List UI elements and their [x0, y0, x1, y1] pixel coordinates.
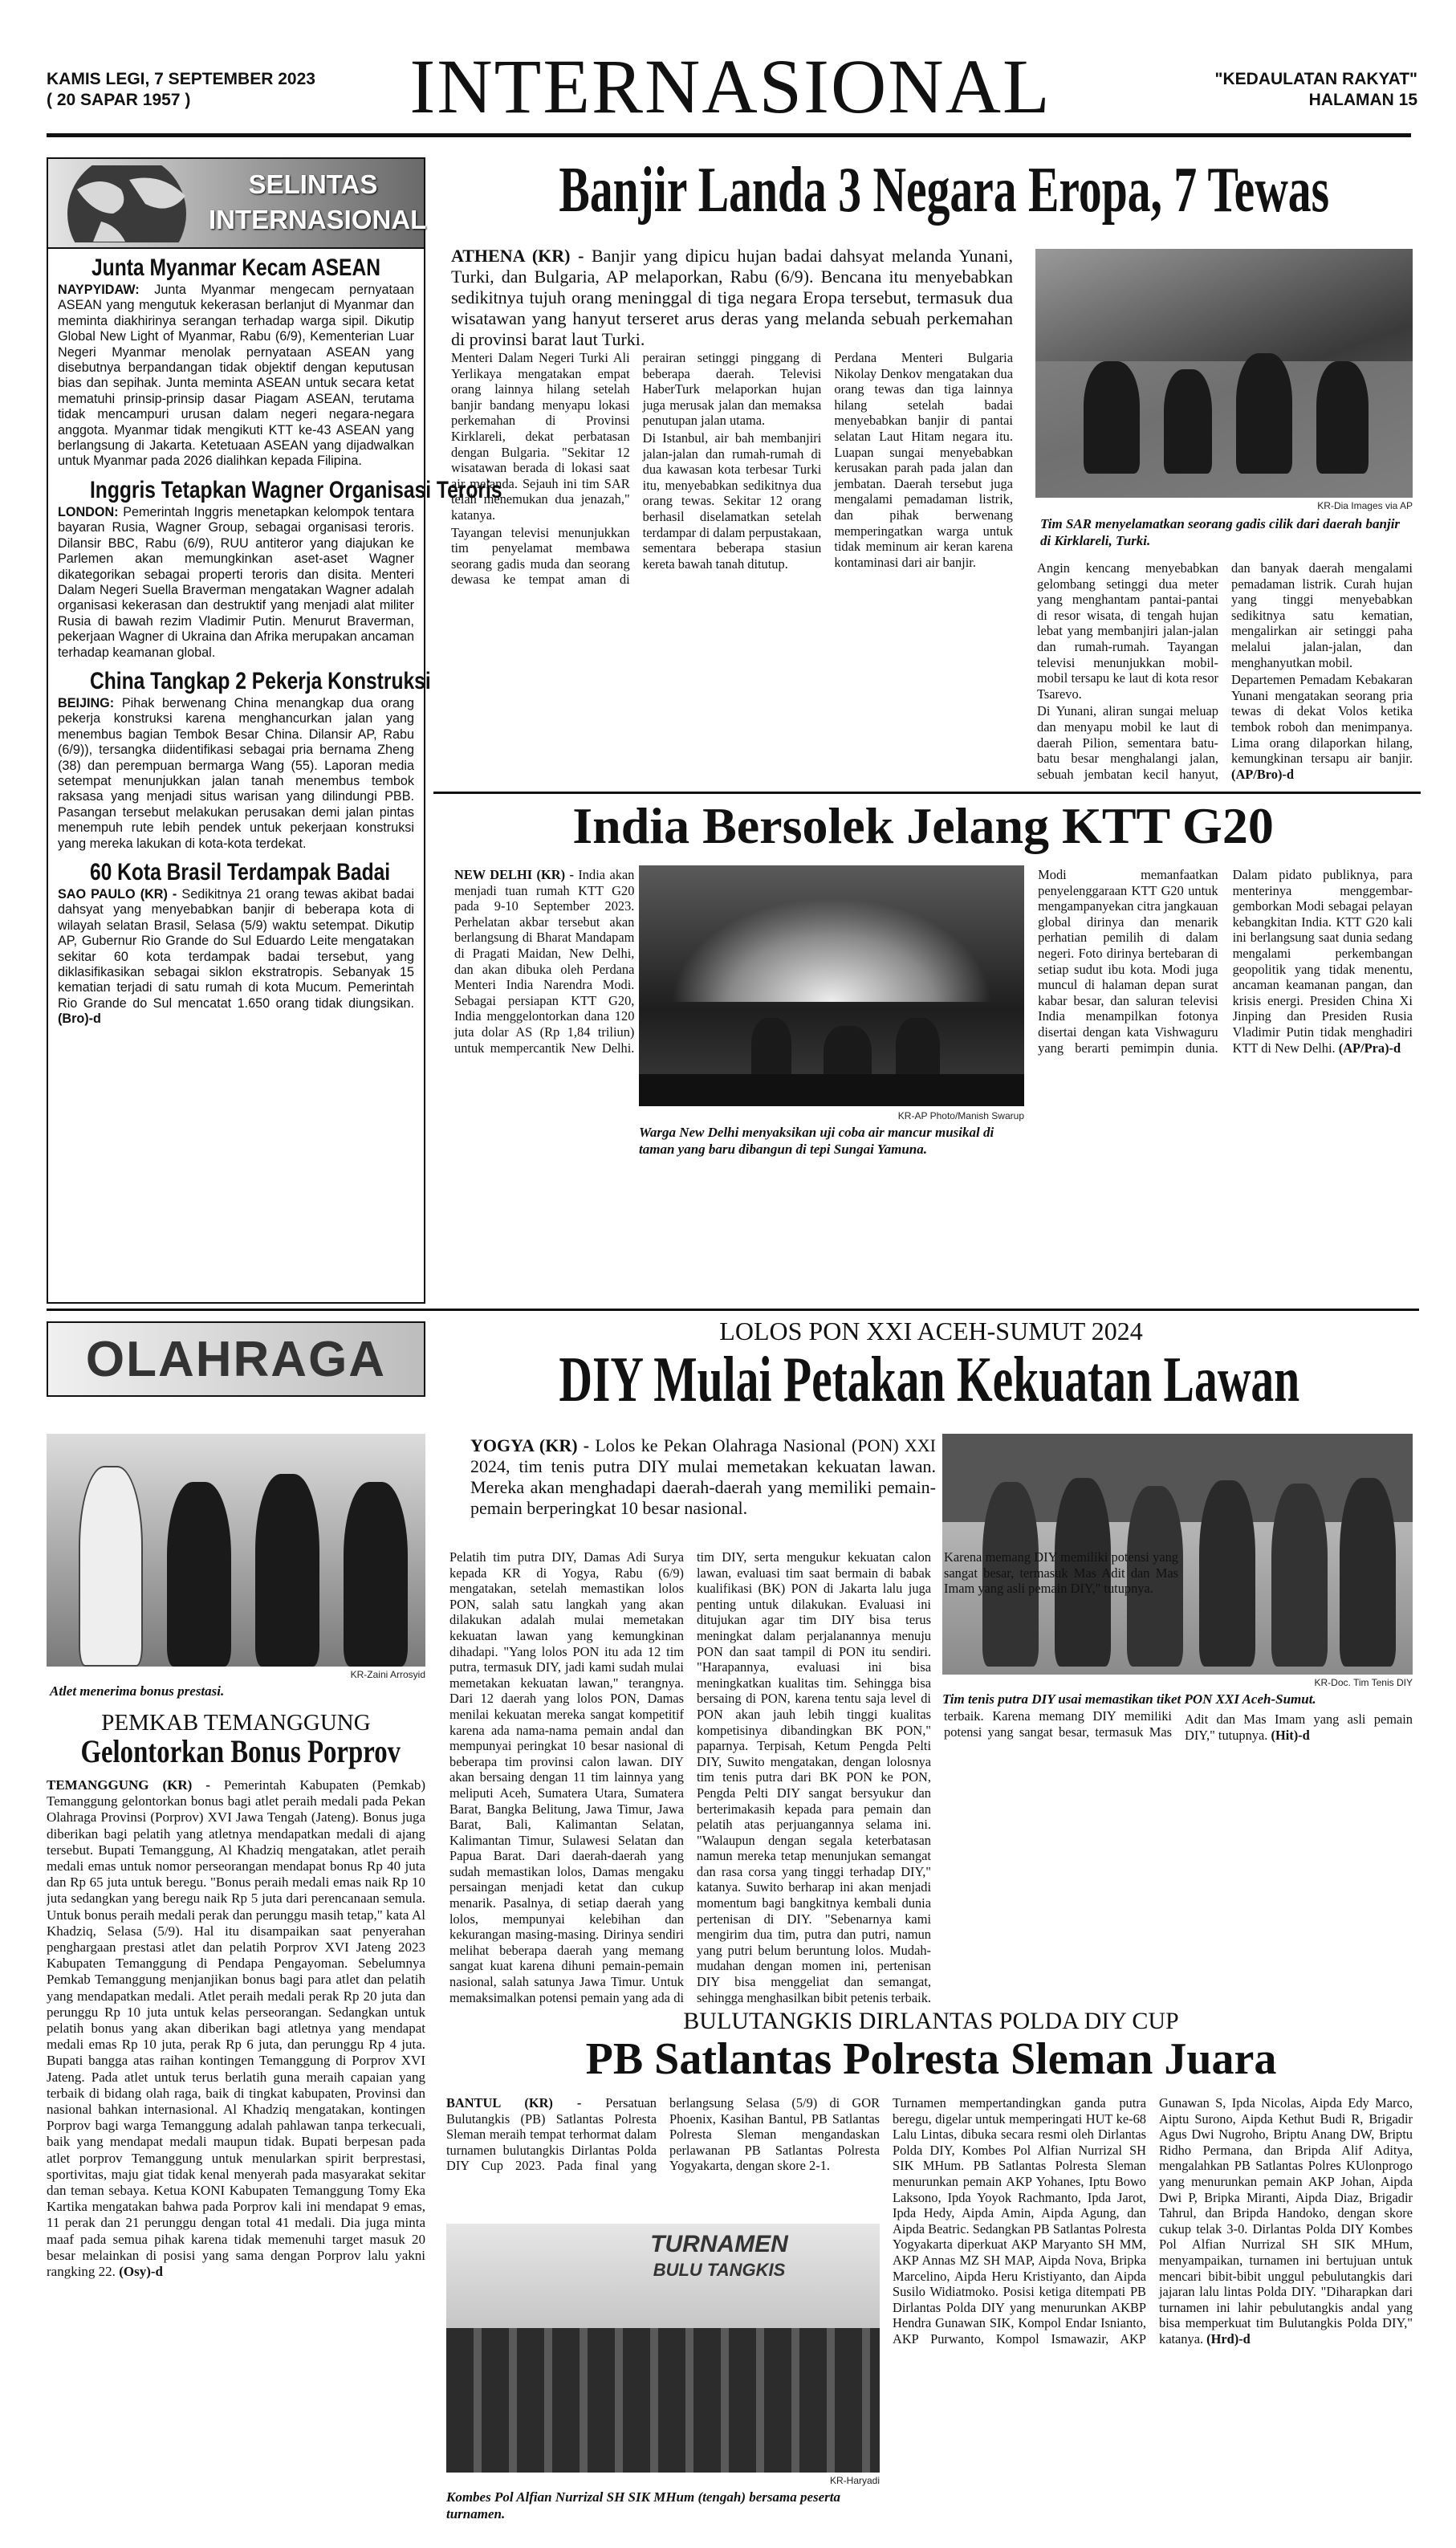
satlantas-body-b	[893, 2095, 1413, 2529]
paragraph: Di Yunani, aliran sungai meluap dan menyapu mobil ke laut di daerah Pilion, sementara batu-batu besar menghalangi jalan, sebuah jembatan kecil hanyut, dan banyak daerah mengalami pemadaman listrik. Curah hujan yang tinggi menyebabkan sedikitnya satu kematian, mengalirkan air setinggi paha melalui jalan-jalan, dan menghanyutkan mobil.	[1037, 560, 1413, 782]
paragraph-text: Persatuan Bulutangkis (PB) Satlantas Polresta Sleman meraih tempat terhormat dalam turnamen bulutangkis Dirlantas Polda DIY Cup 2023. Pada final yang berlangsung Selasa (5/9) di GOR Phoenix, Kasihan Bantul, PB Satlantas Polresta Sleman mengandaskan perlawanan PB Satlantas Polresta Yogyakarta, dengan skore 2-1.	[446, 2095, 880, 2174]
banner-line2: BULU TANGKIS	[653, 2260, 786, 2280]
item-dateline: SAO PAULO (KR) -	[58, 887, 177, 902]
india-photo-block	[639, 865, 1024, 1292]
item-title: Junta Myanmar Kecam ASEAN	[91, 254, 381, 281]
porprov-headline: Gelontorkan Bonus Porprov	[80, 1733, 401, 1769]
badge-line1: SELINTAS	[248, 169, 378, 199]
paragraph	[893, 2095, 1413, 2348]
porprov-dateline: TEMANGGUNG (KR) -	[47, 1777, 210, 1793]
item-dateline: LONDON:	[58, 504, 119, 519]
item-text: Junta Myanmar mengecam pernyataan ASEAN yang mengutuk kekerasan berlanjut di Myanmar dan meminta diakhirinya serangan terhadap warga sipil. Dikutip Global New Light of Myanmar, Rabu (6/9), Kementerian Luar Negeri Myanmar menolak pernyataan ASEAN yang disebutnya berpandangan tidak objektif dengan keputusan bias dan sepihak. Junta meminta ASEAN untuk secara ketat mematuhi prinsip-prinsip dasar Piagam ASEAN, terutama tidak mencampuri urusan dalam negeri negara-negara anggota. Myanmar tidak mengikuti KTT ke-43 ASEAN yang berlangsung di Jakarta. Ketetuaan ASEAN yang dijadwalkan untuk Myanmar pada 2026 dialihkan kepada Filipina.	[58, 283, 415, 469]
india-headline: India Bersolek Jelang KTT G20	[572, 797, 1274, 854]
paragraph	[944, 1712, 1413, 1743]
hijri-date: ( 20 SAPAR 1957 )	[47, 91, 191, 109]
selintas-badge	[209, 167, 427, 238]
item-text: Pemerintah Inggris menetapkan kelompok tentara bayaran Rusia, Wagner Group, sebagai organisasi teroris. Dilansir BBC, Rabu (6/9), RUU antiteror yang diajukan ke Parlemen akan memungkinkan aset-aset Wagner dikategorikan sebagai properti teroris dan disita. Menteri Dalam Negeri Suella Braverman mengatakan Wagner adalah organisasi kekerasan dan destruktif yang menjadi alat militer Rusia di bawah rezim Vladimir Putin. Menurut Braverman, pekerjaan Wagner di Ukraina dan Afrika merupakan ancaman terhadap keamanan global.	[58, 504, 415, 660]
paragraph-text: India akan menjadi tuan rumah KTT G20 pada 9-10 September 2023. Perhelatan akbar tersebut akan berlangsung di Bharat Mandapam di Pragati Maidan, New Delhi, dan akan dibuka oleh Perdana Menteri India Narendra Modi. Sebagai persiapan KTT G20, India menggelontorkan dana 120 juta dolar AS (Rp 1,84 triliun) untuk mempercantik New Delhi. Modi memanfaatkan penyelenggaraan KTT G20 untuk mengampanyekan citra jangkauan global dirinya dan menarik perhatian pemilih di dalam negeri. Foto dirinya bertebaran di setiap sudut ibu kota. Modi juga muncul di halaman depan surat kabar besar, dan saluran televisi India menampilkan fotonya disertai dengan kata Vishwaguru yang berarti pemimpin dunia. Dalam pidato publiknya, para menterinya menggembar-gemborkan Modi sebagai pelayan kebangkitan India. KTT G20 kali ini berlangsung saat dunia sedang mengalami perkembangan geopolitik yang tidak menentu, ancaman keamanan pangan, dan krisis energi. Presiden China Xi Jinping dan Presiden Rusia Vladimir Putin tidak menghadiri KTT di New Delhi.	[454, 867, 1413, 1056]
item-title: 60 Kota Brasil Terdampak Badai	[89, 859, 391, 885]
porprov-sign: (Osy)-d	[119, 2264, 163, 2280]
section-rule	[47, 1309, 1419, 1311]
diy-lead	[470, 1435, 936, 1519]
item-body	[58, 283, 414, 470]
banjir-lead	[451, 246, 1013, 350]
item-text: Sedikitnya 21 orang tewas akibat badai dahsyat yang menyebabkan banjir di beberapa kota di wilayah selatan Brasil, Selasa (5/9) waktu setempat. Dikutip AP, Gubernur Rio Grande do Sul Eduardo Leite mengatakan sekitar 60 kota terdampak badai tersebut, yang diklasifikasikan sebagai siklon ekstratropis. Sebanyak 15 kematian terjadi di satu rumah di kota Mucum. Pemerintah Rio Grande do Sul mencatat 1.650 orang tidak diungsikan.	[58, 887, 415, 1011]
banjir-dateline: ATHENA (KR) -	[451, 246, 584, 266]
paragraph: Perdana Menteri Bulgaria Nikolay Denkov mengatakan dua orang tewas dan tiga lainnya hilang setelah badai menyebabkan banjir di pantai selatan Laut Hitam negara itu. Luapan sungai menyebabkan kerusakan parah pada jalan dan jembatan. Daerah tersebut juga mengalami pemadaman listrik, dan pihak berwenang memperingatkan warga untuk tidak meminum air keran karena kontaminasi dari air banjir.	[834, 350, 1013, 570]
selintas-banner	[48, 159, 427, 249]
porprov-photo	[47, 1434, 425, 1667]
porprov-body	[47, 1777, 425, 2524]
porprov-kicker: PEMKAB TEMANGGUNG	[101, 1710, 371, 1736]
paragraph: Tayangan televisi menunjukkan tim penyelamat membawa seorang gadis muda dan seorang dewasa ke tempat aman di perairan setinggi pinggang di beberapa daerah. Televisi HaberTurk melaporkan hujan juga merusak jalan dan memaksa penutupan jalan utama.	[451, 350, 822, 588]
paragraph-text: Pelatih tim putra DIY, Damas Adi Surya kepada KR di Yogya, Rabu (6/9) mengatakan, setelah memastikan lolos PON, salah satu langkah yang akan dilakukan adalah mulai memetakan kekuatan lawan yang kemungkinan dihadapi. "Yang lolos PON itu ada 12 tim putra, termasuk DIY, jadi kami sudah mulai memetakan kekuatan lawan," terangnya. Dari 12 daerah yang lolos PON, Damas menilai kekuatan mereka sangat kompetitif karena ada nama-nama pemain andal dan mempunyai peringkat 10 besar nasional di beberapa tim provinsi calon lawan. DIY akan bersaing dengan 11 tim lainnya yang meliputi Aceh, Sumatera Utara, Sumatera Barat, Bangka Belitung, Jawa Timur, Jawa Barat, Bali, Kalimantan Selatan, Kalimantan Timur, Sulawesi Selatan dan Papua Barat. Dari daerah-daerah yang sudah memastikan lolos, Damas mengaku persaingan menjadi ketat dan cukup menarik. Pasalnya, di setiap daerah yang lolos, mempunyai kelebihan dan kekurangan masing-masing. Dirinya sendiri melihat beberapa daerah yang memang sangat kuat karena dihuni pemain-pemain nasional, salah satunya Jawa Timur. Untuk memaksimalkan potensi pemain yang ada di tim DIY, serta mengukur kekuatan calon lawan, evaluasi tim saat bermain di babak kualifikasi (BK) PON di Jakarta lalu juga penting untuk dilakukan. Evaluasi ini ditujukan agar tim DIY bisa terus meningkat dalam perjalanannya menuju PON dan saat tampil di PON itu sendiri. "Harapannya, evaluasi ini bisa meningkatkan kualitas tim. Sehingga bisa bersaing di PON, karena tentu saja level di PON akan jauh lebih tinggi kualitas kompetisinya dibandingkan BK PON," paparnya. Terpisah, Ketum Pengda Pelti DIY, Suwito mengatakan, dengan lolosnya tim tenis putra dari BK PON ke PON, Pengda Pelti DIY sangat bersyukur dan berterimakasih kepada para pemain dan pelatih atas perjuangannya selama ini. "Walaupun dengan segala keterbatasan namun mereka tetap menunjukan semangat dan rasa corsa yang tinggi terhadap DIY," katanya. Suwito berharap ini akan menjadi momentum bagi bangkitnya kembali dunia pertenisan di DIY. "Sebenarnya kami mengirim dua tim, putra dan putri, namun yang putri belum beruntung lolos. Mudah-mudahan dengan momen ini, pertenisan DIY bisa menggeliat dan semangat, sehingga menghasilkan bibit petenis terbaik. Karena memang DIY memiliki potensi yang sangat besar, termasuk Mas Adit dan Mas Imam yang asli pemain DIY," tutupnya.	[449, 1549, 1178, 2005]
photo-credit: KR-Haryadi	[829, 2475, 880, 2486]
badge-line2: INTERNASIONAL	[209, 205, 427, 234]
photo-credit: KR-Zaini Arrosyid	[350, 1669, 425, 1680]
paper-name: "KEDAULATAN RAKYAT"	[1214, 70, 1417, 88]
paragraph	[1231, 672, 1413, 782]
banjir-body-right	[1037, 560, 1413, 787]
item-dateline: NAYPYIDAW:	[58, 283, 140, 297]
flood-photo	[1035, 249, 1413, 498]
olahraga-label: OLAHRAGA	[85, 1331, 387, 1387]
date-line: KAMIS LEGI, 7 SEPTEMBER 2023	[47, 70, 315, 88]
section-title: INTERNASIONAL	[409, 43, 1051, 129]
photo-caption: Kombes Pol Alfian Nurrizal SH SIK MHum (tengah) bersama peserta turnamen.	[446, 2489, 841, 2522]
item-dateline: BEIJING:	[58, 695, 115, 710]
item-text: Pihak berwenang China menangkap dua orang pekerja konstruksi karena menghancurkan jalan yang menembus bagian Tembok Besar China. Dilansir AP, Rabu (6/9)), tersangka diidentifikasi sebagai pria bernama Zheng (38) dan perempuan bermarga Wang (55). Laporan media setempat menunjukkan jalan tanah menembus tembok raksasa yang menjadi situs warisan yang dilindungi PBB. Pasangan tersebut melakukan perusakan demi jalan pintas menempuh rute lebih pendek untuk pekerjaan konstruksi yang mereka lakukan di kota-kota terdekat.	[58, 695, 414, 851]
item-body	[58, 887, 414, 1028]
item-body	[58, 505, 414, 661]
olahraga-badge	[47, 1321, 425, 1397]
photo-caption: Tim tenis putra DIY usai memastikan tiket PON XXI Aceh-Sumut.	[942, 1691, 1316, 1707]
divider	[433, 792, 1421, 794]
diy-headline: DIY Mulai Petakan Kekuatan Lawan	[559, 1345, 1300, 1415]
fountain-photo	[639, 865, 1024, 1106]
globe-icon	[53, 165, 205, 242]
paragraph-text: Departemen Pemadam Kebakaran Yunani mengatakan seorang pria tewas di dekat Volos ketika tembok roboh dan menimpanya. Lima orang dilaporkan hilang, kemungkinan tersapu air banjir.	[1231, 672, 1413, 767]
photo-caption: Tim SAR menyelamatkan seorang gadis cilik dari daerah banjir di Kirklareli, Turki.	[1040, 516, 1401, 548]
satlantas-headline: PB Satlantas Polresta Sleman Juara	[585, 2034, 1277, 2084]
selintas-box	[47, 157, 502, 1304]
paragraph	[446, 2095, 880, 2175]
item-sign: (Bro)-d	[58, 1011, 101, 1027]
banjir-headline: Banjir Landa 3 Negara Eropa, 7 Tewas	[559, 155, 1330, 226]
diy-sign: (Hit)-d	[1271, 1727, 1310, 1743]
satlantas-sign: (Hrd)-d	[1206, 2330, 1251, 2347]
paragraph: Angin kencang menyebabkan gelombang setinggi dua meter yang menghantam pantai-pantai di resor wisata, di tengah hujan lebat yang membanjiri jalan-jalan dan rumah-rumah. Tayangan televisi menunjukkan mobil-mobil tersapu ke laut di kota resor Tsarevo.	[1037, 560, 1218, 702]
masthead-rule	[47, 133, 1411, 137]
diy-body-right	[944, 1712, 1413, 2009]
satlantas-kicker: BULUTANGKIS DIRLANTAS POLDA DIY CUP	[683, 2008, 1179, 2034]
satlantas-body-a	[446, 2095, 880, 2224]
photo-credit: KR-Doc. Tim Tenis DIY	[1314, 1677, 1413, 1688]
banjir-sign: (AP/Bro)-d	[1231, 766, 1294, 782]
paragraph: Di Istanbul, air bah membanjiri jalan-jalan dan rumah-rumah di dua kawasan kota terbesar Turki itu, menyebabkan sedikitnya dua orang tewas. Sekitar 12 orang berhasil diselamatkan setelah terdampar di dalam perpustakaan, sementara beberapa stasiun kereta bawah tanah ditutup.	[642, 429, 822, 572]
item-title: China Tangkap 2 Pekerja Konstruksi	[89, 667, 431, 694]
photo-credit: KR-AP Photo/Manish Swarup	[897, 1110, 1024, 1121]
photo-caption: Warga New Delhi menyaksikan uji coba air mancur musikal di taman yang baru dibangun di tepi Sungai Yamuna.	[639, 1125, 994, 1157]
diy-dateline: YOGYA (KR) -	[470, 1435, 590, 1455]
diy-lead-text: Lolos ke Pekan Olahraga Nasional (PON) XXI 2024, tim tenis putra DIY mulai memetakan kekuatan lawan. Mereka akan menghadapi daerah-daerah yang memiliki pemain-pemain berperingkat 10 besar nasional.	[470, 1435, 937, 1518]
photo-credit: KR-Dia Images via AP	[1317, 500, 1413, 511]
paragraph	[47, 1777, 425, 2280]
satlantas-dateline: BANTUL (KR) -	[446, 2095, 582, 2110]
page-number: HALAMAN 15	[1308, 91, 1417, 109]
paragraph-text: Turnamen mempertandingkan ganda putra beregu, digelar untuk memperingati HUT ke-68 Lalu Lintas, dibuka secara resmi oleh Dirlantas Polda DIY, Kombes Pol Alfian Nurrizal SH SIK MHum. PB Satlantas Polresta Sleman menurunkan pemain AKP Yohanes, Iptu Bowo Laksono, Ipda Yoyok Rachmanto, Ipda Jarot, Ipda Hedy, Aipda Amin, Aipda Agung, dan Aipda Beatric. Sedangkan PB Satlantas Polresta Yogyakarta diperkuat AKP Maryanto SH MM, AKP Annas MZ SH MAP, Aipda Nova, Bripka Marcelino, Aipda Heru Kristiyanto, dan Aipda Susilo Widiatmoko. Posisi ketiga ditempati PB Dirlantas Polda DIY yang menurunkan AKBP Hendra Gunawan SIK, Kompol Endar Isnianto, AKP Purwanto, Kompol Ismawazir, AKP Gunawan S, Ipda Nicolas, Aipda Edy Marco, Aiptu Surono, Aipda Kethut Budi R, Brigadir Agus Dwi Nugroho, Briptu Anang DW, Briptu Ridho Permana, dan Bripda Alif Aditya, mengalahkan PB Satlantas Polres KUlonprogo yang menurunkan pemain AKP Johan, Aipda Dwi P, Bripka Miranti, Aipda Diaz, Brigadir Tahrul, dan Bripda Handoko, dengan skore cukup telak 3-0. Dirlantas Polda DIY Kombes Pol Alfian Nurrizal SH SIK MHum, menyampaikan, turnamen ini bertujuan untuk mencari bibit-bibit unggul pebulutangkis dari jajaran lalu lintas Polda DIY. "Diharapkan dari turnamen ini lahir pebulutangkis andal yang bisa memperkuat tim Bulutangkis Polda DIY," katanya.	[893, 2095, 1413, 2347]
photo-caption: Atlet menerima bonus prestasi.	[50, 1683, 225, 1699]
item-title: Inggris Tetapkan Wagner Organisasi Teroris	[89, 476, 502, 503]
item-body	[58, 696, 414, 852]
diy-kicker: LOLOS PON XXI ACEH-SUMUT 2024	[719, 1317, 1143, 1345]
paragraph: Menteri Dalam Negeri Turki Ali Yerlikaya mengatakan empat orang lainnya hilang setelah banjir bandang menyapu lokasi perkemahan di Provinsi Kirklareli, dekat perbatasan dengan Bulgaria. "Sekitar 12 wisatawan berada di lokasi saat air melanda. Sejauh ini tim SAR telah menemukan dua jenazah," katanya.	[451, 350, 630, 523]
banner-line1: TURNAMEN	[650, 2231, 788, 2257]
banjir-body	[451, 350, 1013, 784]
paragraph-text: terbaik. Karena memang DIY memiliki potensi yang sangat besar, termasuk Mas Adit dan Mas Imam yang asli pemain DIY," tutupnya.	[944, 1712, 1413, 1743]
india-dateline: NEW DELHI (KR) -	[454, 867, 574, 882]
badminton-photo	[446, 2224, 880, 2473]
paragraph-text: Pemerintah Kabupaten (Pemkab) Temanggung gelontorkan bonus bagi atlet peraih medali pada Pekan Olahraga Provinsi (Porprov) XVI Jawa Tengah (Jateng). Bonus juga diberikan bagi pelatih yang atletnya mendapatkan medali di ajang tersebut. Bupati Temanggung, Al Khadziq mengatakan, atlet peraih medali emas untuk nomor perseorangan mendapat bonus Rp 40 juta dan Rp 65 juta untuk beregu. "Bonus peraih medali emas naik Rp 10 juta sedangkan yang beregu naik Rp 5 juta dari perencanaan semula. Untuk bonus peraih medali perak dan perunggu masih tetap," kata Al Khadziq, Selasa (5/9). Hal itu disampaikan saat penyerahan penghargaan prestasi atlet dan pelatih Porprov XVI Jateng 2023 Kabupaten Temanggung di Pendapa Pengayoman. Sebelumnya Pemkab Temanggung menjanjikan bonus bagi para atlet dan pelatih yang mendapatkan medali. Atlet peraih medali perak Rp 20 juta dan perunggu Rp 10 juta untuk kelas perseorangan. Sedangkan untuk pelatih bonus yang akan diberikan bagi atletnya yang mendapat medali emas Rp 10 juta, perak Rp 6 juta, dan perunggu Rp 4 juta. Bupati bangga atas raihan kontingen Temanggung di Porprov XVI Jateng. Pada atlet untuk terus berlatih guna meraih capaian yang terbaik di bidang olah raga, baik di tingkat kabupaten, Provinsi dan nasional bahkan internasional. Al Khadziq mengatakan, kontingen Porprov bagi warga Temanggung adalah pahlawan tanpa terkecuali, baik yang mendapat medali maupun tidak. Bupati berpesan pada atlet porprov Temanggung untuk menularkan spirit berprestasi, sportivitas, maju giat tidak kenal menyerah pada masyarakat sekitar dan teman sebaya. Ketua KONI Kabupaten Temanggung Tomy Eka Kartika mengatakan bahwa pada Porprov kali ini mendapat 9 emas, 11 perak dan 21 perunggu dengan total 41 medali. Dia juga minta maaf pada semua pihak karena tidak memenuhi target masuk 20 besar melainkan di posisi yang sama dengan Porprov lalu yakni rangking 22.	[47, 1777, 425, 2280]
india-sign: (AP/Pra)-d	[1338, 1040, 1401, 1056]
banjir-lead-text: Banjir yang dipicu hujan badai dahsyat melanda Yunani, Turki, dan Bulgaria, AP melaporkan, Rabu (6/9). Bencana itu menyebabkan sedikitnya tujuh orang meninggal di tiga negara Eropa tersebut, termasuk dua wisatawan yang hanyut terseret arus deras yang melanda sebuah perkemahan di provinsi barat laut Turki.	[451, 246, 1013, 349]
